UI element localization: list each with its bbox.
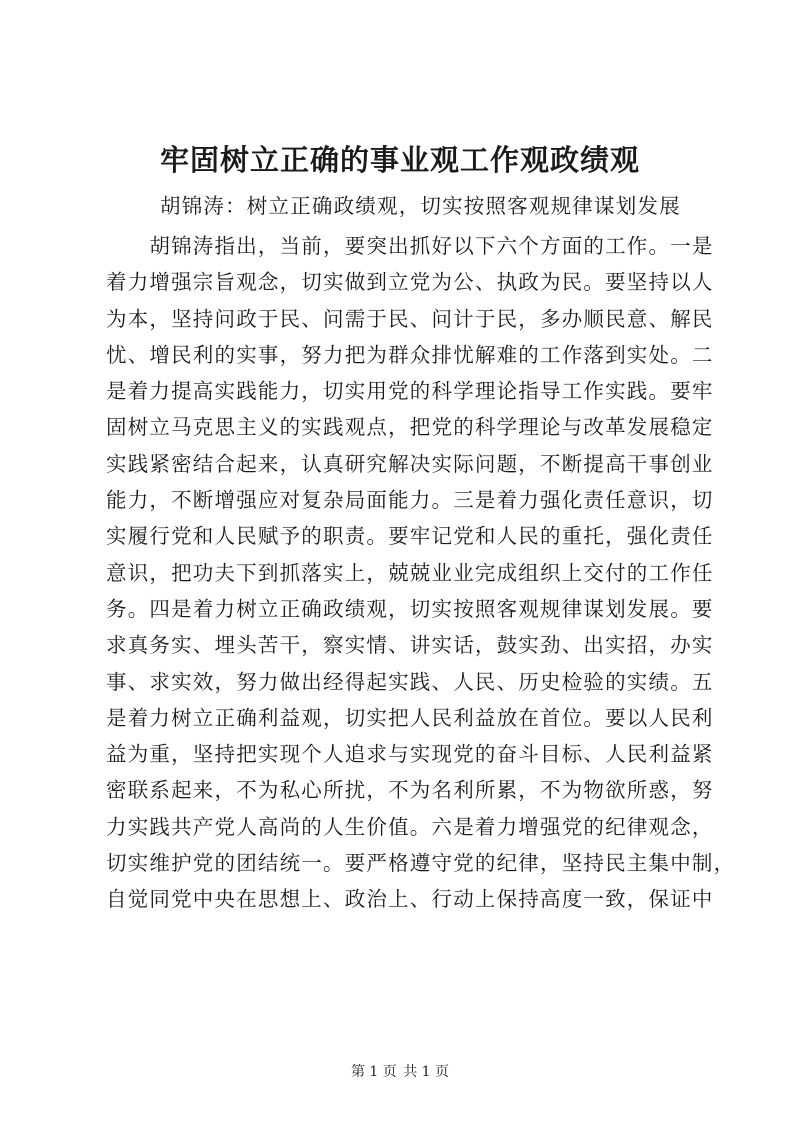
document-subtitle: 胡锦涛：树立正确政绩观，切实按照客观规律谋划发展: [160, 194, 681, 218]
body-line: 固树立马克思主义的实践观点，把党的科学理论与改革发展稳定: [106, 415, 714, 440]
body-line: 能力，不断增强应对复杂局面能力。三是着力强化责任意识，切: [106, 488, 714, 513]
document-body: [106, 228, 736, 918]
body-line: 求真务实、埋头苦干，察实情、讲实话，鼓实劲、出实招，办实: [106, 633, 714, 658]
body-line: 事、求实效，努力做出经得起实践、人民、历史检验的实绩。五: [106, 669, 714, 694]
page-number: 第 1 页: [350, 1064, 397, 1080]
body-line: 忧、增民利的实事，努力把为群众排忧解难的工作落到实处。二: [106, 342, 714, 367]
body-line: 自觉同党中央在思想上、政治上、行动上保持高度一致，保证中: [106, 887, 714, 912]
body-line: 密联系起来，不为私心所扰，不为名利所累，不为物欲所惑，努: [106, 778, 714, 803]
body-line: 益为重，坚持把实现个人追求与实现党的奋斗目标、人民利益紧: [106, 742, 714, 767]
body-line: 意识，把功夫下到抓落实上，兢兢业业完成组织上交付的工作任: [106, 560, 714, 585]
body-line: 是着力树立正确利益观，切实把人民利益放在首位。要以人民利: [106, 705, 714, 730]
page-footer: [0, 1062, 800, 1082]
body-line: 切实维护党的团结统一。要严格遵守党的纪律，坚持民主集中制，: [106, 851, 736, 876]
body-line: 是着力提高实践能力，切实用党的科学理论指导工作实践。要牢: [106, 379, 714, 404]
body-line: 力实践共产党人高尚的人生价值。六是着力增强党的纪律观念，: [106, 814, 714, 839]
body-line: 务。四是着力树立正确政绩观，切实按照客观规律谋划发展。要: [106, 596, 714, 621]
body-line: 实践紧密结合起来，认真研究解决实际问题，不断提高干事创业: [106, 451, 714, 476]
body-line: 为本，坚持问政于民、问需于民、问计于民，多办顺民意、解民: [106, 306, 714, 331]
body-line: 实履行党和人民赋予的职责。要牢记党和人民的重托，强化责任: [106, 524, 714, 549]
body-line: 胡锦涛指出，当前，要突出抓好以下六个方面的工作。一是: [106, 234, 714, 258]
page-total: 共 1 页: [403, 1064, 450, 1080]
document-title: 牢固树立正确的事业观工作观政绩观: [159, 143, 640, 177]
body-line: 着力增强宗旨观念，切实做到立党为公、执政为民。要坚持以人: [106, 270, 714, 295]
